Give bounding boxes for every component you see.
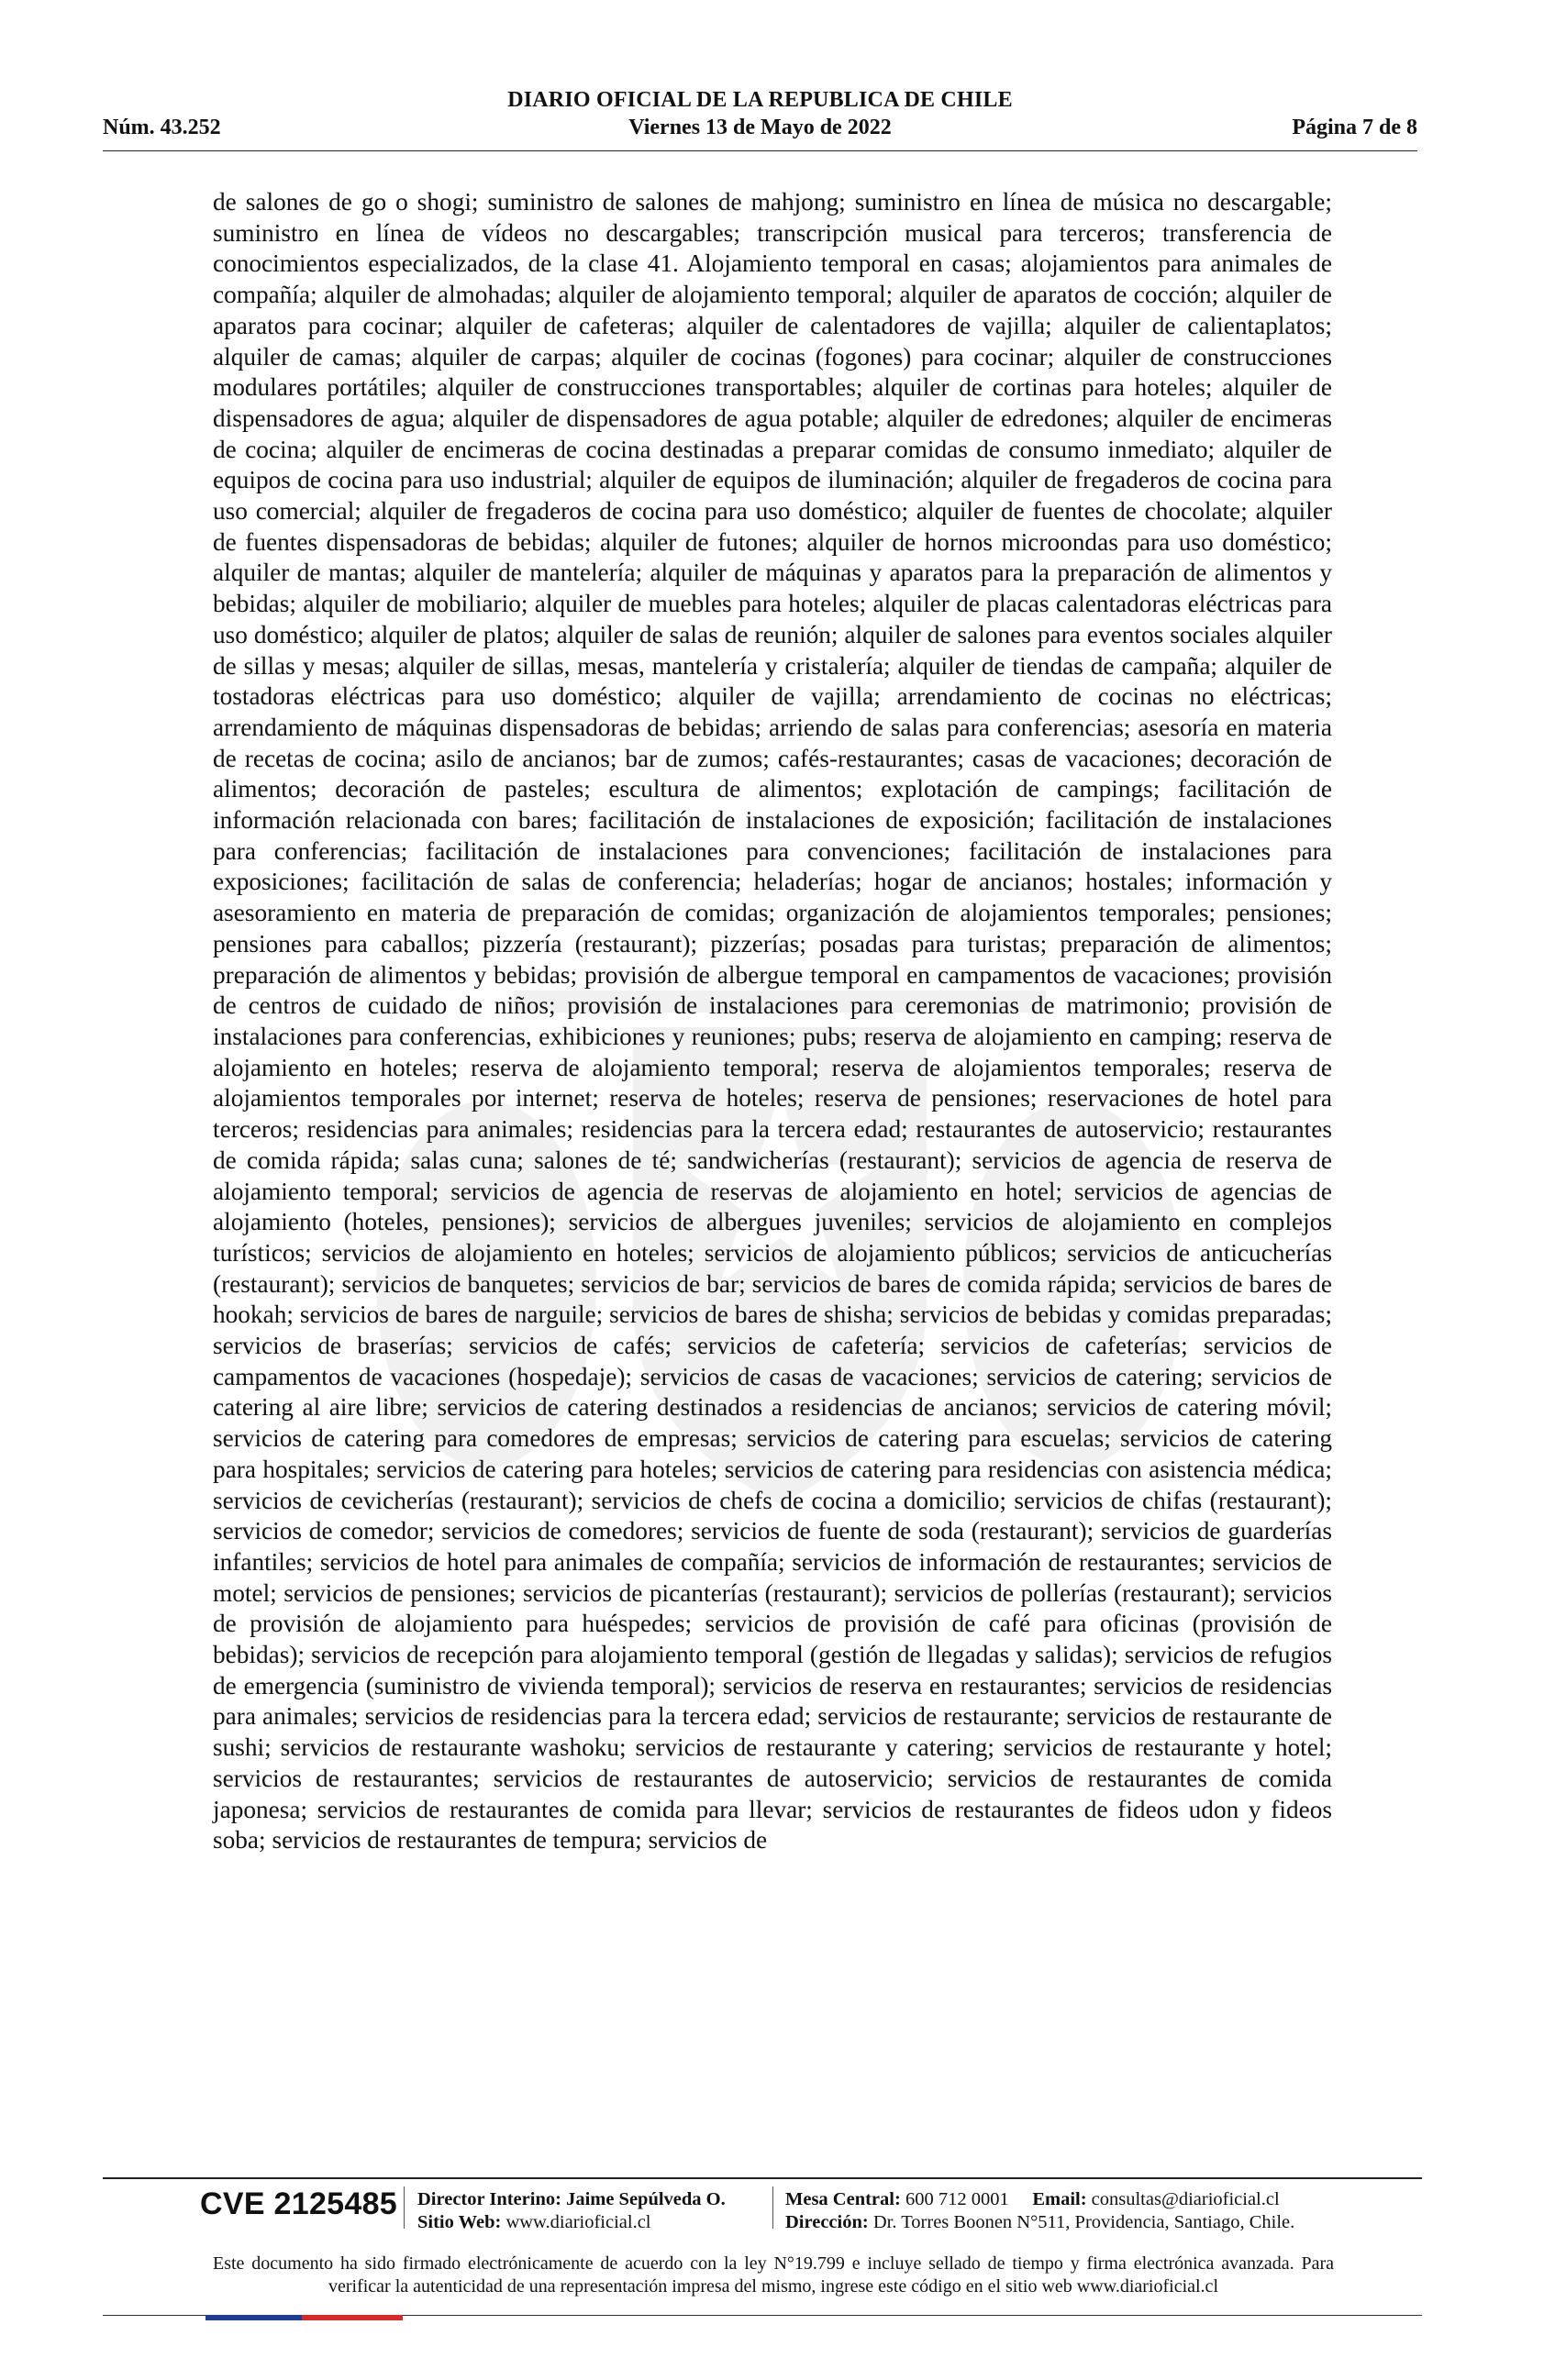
footer-contact-block bbox=[785, 2188, 1294, 2234]
document-body: de salones de go o shogi; suministro de salones de mahjong; suministro en línea de música no descargable; suministro en línea de vídeos no descargables; transcripción musical para terceros; transferencia de conocimientos especializados, de la clase 41. Alojamiento temporal en casas; alojamientos para animales de compañía; alquiler de almohadas; alquiler de alojamiento temporal; alquiler de aparatos de cocción; alquiler de aparatos para cocinar; alquiler de cafeteras; alquiler de calentadores de vajilla; alquiler de calientaplatos; alquiler de camas; alquiler de carpas; alquiler de cocinas (fogones) para cocinar; alquiler de construcciones modulares portátiles; alquiler de construcciones transportables; alquiler de cortinas para hoteles; alquiler de dispensadores de agua; alquiler de dispensadores de agua potable; alquiler de edredones; alquiler de encimeras de cocina; alquiler de encimeras de cocina destinadas a preparar comidas de consumo inmediato; alquiler de equipos de cocina para uso industrial; alquiler de equipos de iluminación; alquiler de fregaderos de cocina para uso comercial; alquiler de fregaderos de cocina para uso doméstico; alquiler de fuentes de chocolate; alquiler de fuentes dispensadoras de bebidas; alquiler de futones; alquiler de hornos microondas para uso doméstico; alquiler de mantas; alquiler de mantelería; alquiler de máquinas y aparatos para la preparación de alimentos y bebidas; alquiler de mobiliario; alquiler de muebles para hoteles; alquiler de placas calentadoras eléctricas para uso doméstico; alquiler de platos; alquiler de salas de reunión; alquiler de salones para eventos sociales alquiler de sillas y mesas; alquiler de sillas, mesas, mantelería y cristalería; alquiler de tiendas de campaña; alquiler de tostadoras eléctricas para uso doméstico; alquiler de vajilla; arrendamiento de cocinas no eléctricas; arrendamiento de máquinas dispensadoras de bebidas; arriendo de salas para conferencias; asesoría en materia de recetas de cocina; asilo de ancianos; bar de zumos; cafés-restaurantes; casas de vacaciones; decoración de alimentos; decoración de pasteles; escultura de alimentos; explotación de campings; facilitación de información relacionada con bares; facilitación de instalaciones de exposición; facilitación de instalaciones para conferencias; facilitación de instalaciones para convenciones; facilitación de instalaciones para exposiciones; facilitación de salas de conferencia; heladerías; hogar de ancianos; hostales; información y asesoramiento en materia de preparación de comidas; organización de alojamientos temporales; pensiones; pensiones para caballos; pizzería (restaurant); pizzerías; posadas para turistas; preparación de alimentos; preparación de alimentos y bebidas; provisión de albergue temporal en campamentos de vacaciones; provisión de centros de cuidado de niños; provisión de instalaciones para ceremonias de matrimonio; provisión de instalaciones para conferencias, exhibiciones y reuniones; pubs; reserva de alojamiento en camping; reserva de alojamiento en hoteles; reserva de alojamiento temporal; reserva de alojamientos temporales; reserva de alojamientos temporales por internet; reserva de hoteles; reserva de pensiones; reservaciones de hotel para terceros; residencias para animales; residencias para la tercera edad; restaurantes de autoservicio; restaurantes de comida rápida; salas cuna; salones de té; sandwicherías (restaurant); servicios de agencia de reserva de alojamiento temporal; servicios de agencia de reservas de alojamiento en hotel; servicios de agencias de alojamiento (hoteles, pensiones); servicios de albergues juveniles; servicios de alojamiento en complejos turísticos; servicios de alojamiento en hoteles; servicios de alojamiento públicos; servicios de anticucherías (restaurant); servicios de banquetes; servicios de bar; servicios de bares de comida rápida; servicios de bares de hookah; servicios de bares de narguile; servicios de bares de shisha; servicios de bebidas y comidas preparadas; servicios de braserías; servicios de cafés; servicios de cafetería; servicios de cafeterías; servicios de campamentos de vacaciones (hospedaje); servicios de casas de vacaciones; servicios de catering; servicios de catering al aire libre; servicios de catering destinados a residencias de ancianos; servicios de catering móvil; servicios de catering para comedores de empresas; servicios de catering para escuelas; servicios de catering para hospitales; servicios de catering para hoteles; servicios de catering para residencias con asistencia médica; servicios de cevicherías (restaurant); servicios de chefs de cocina a domicilio; servicios de chifas (restaurant); servicios de comedor; servicios de comedores; servicios de fuente de soda (restaurant); servicios de guarderías infantiles; servicios de hotel para animales de compañía; servicios de información de restaurantes; servicios de motel; servicios de pensiones; servicios de picanterías (restaurant); servicios de pollerías (restaurant); servicios de provisión de alojamiento para huéspedes; servicios de provisión de café para oficinas (provisión de bebidas); servicios de recepción para alojamiento temporal (gestión de llegadas y salidas); servicios de refugios de emergencia (suministro de vivienda temporal); servicios de reserva en restaurantes; servicios de residencias para animales; servicios de residencias para la tercera edad; servicios de restaurante; servicios de restaurante de sushi; servicios de restaurante washoku; servicios de restaurante y catering; servicios de restaurante y hotel; servicios de restaurantes; servicios de restaurantes de autoservicio; servicios de restaurantes de comida japonesa; servicios de restaurantes de comida para llevar; servicios de restaurantes de fideos udon y fideos soba; servicios de restaurantes de tempura; servicios de bbox=[213, 188, 1332, 1854]
director-name: Jaime Sepúlveda O. bbox=[566, 2189, 726, 2209]
email-label: Email: bbox=[1032, 2189, 1087, 2209]
flag-red-segment bbox=[302, 2315, 403, 2320]
flag-blue-segment bbox=[205, 2315, 302, 2320]
issue-date: Viernes 13 de Mayo de 2022 bbox=[628, 116, 892, 139]
email-link[interactable]: consultas@diarioficial.cl bbox=[1091, 2189, 1280, 2209]
signature-notice: Este documento ha sido firmado electrónicamente de acuerdo con la ley N°19.799 e incluye sellado de tiempo y firma electrónica avanzada. Para verificar la autenticidad de una representación impresa del mismo, ingrese este código en el sitio web www.diarioficial.cl bbox=[213, 2253, 1334, 2297]
footer-director-block bbox=[417, 2188, 726, 2234]
footer-separator bbox=[772, 2186, 773, 2229]
issue-number: Núm. 43.252 bbox=[103, 116, 221, 139]
page-number: Página 7 de 8 bbox=[1292, 116, 1417, 139]
footer-separator bbox=[404, 2186, 405, 2229]
publication-title: DIARIO OFICIAL DE LA REPUBLICA DE CHILE bbox=[507, 88, 1013, 112]
footer-color-bar bbox=[103, 2315, 1422, 2318]
director-label: Director Interino: bbox=[417, 2189, 561, 2209]
header-divider bbox=[103, 150, 1417, 151]
cve-code: CVE 2125485 bbox=[200, 2186, 398, 2221]
address-text: Dr. Torres Boonen N°511, Providencia, Santiago, Chile. bbox=[872, 2212, 1295, 2232]
phone-label: Mesa Central: bbox=[785, 2189, 901, 2209]
address-label: Dirección: bbox=[785, 2212, 869, 2232]
page-header bbox=[103, 88, 1417, 150]
phone-number: 600 712 0001 bbox=[905, 2189, 1009, 2209]
header-meta-row bbox=[103, 116, 1417, 145]
website-label: Sitio Web: bbox=[417, 2212, 502, 2232]
footer-divider bbox=[103, 2177, 1422, 2179]
website-link[interactable]: www.diarioficial.cl bbox=[505, 2212, 651, 2232]
